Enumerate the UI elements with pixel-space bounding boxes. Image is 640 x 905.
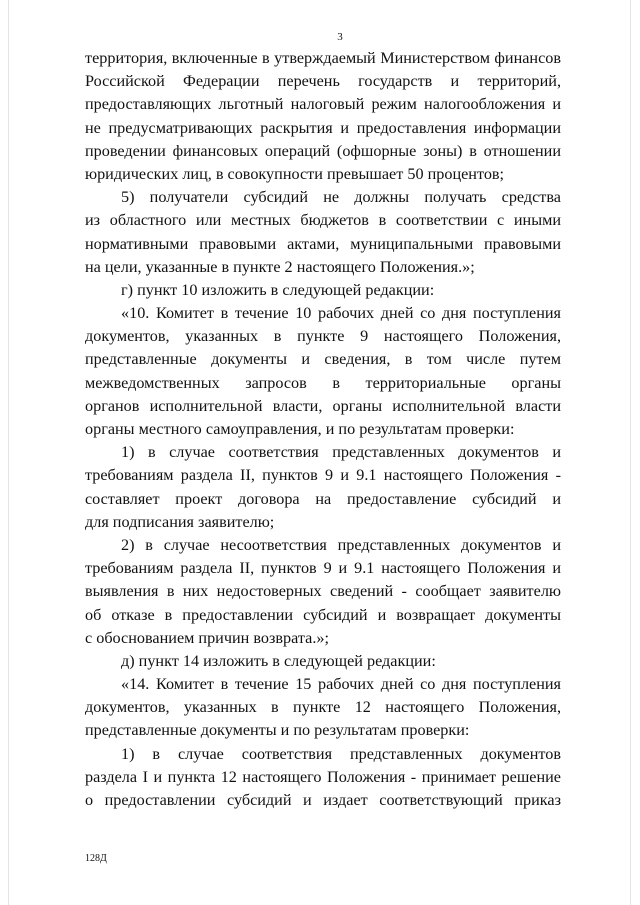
text-line: 1) в случае соответствия представленных документов и [121,443,561,462]
text-line: не предусматривающих раскрытия и предоставления информации [85,118,561,137]
footer-document-code: 128Д [85,853,107,864]
text-line: юридических лиц, в совокупности превышает 50 процентов; [85,164,505,183]
text-line: об отказе в предоставлении субсидий и возвращает документы [85,605,561,624]
text-line: 1) в случае соответствия представленных документов [121,744,561,763]
text-line: требованиям раздела II, пунктов 9 и 9.1 настоящего Положения и [85,559,561,578]
text-line: «14. Комитет в течение 15 рабочих дней со дня поступления [121,675,561,694]
document-body [85,47,561,812]
text-line: составляет проект договора на предоставление субсидий и [85,489,561,508]
text-line: представленные документы и сведения, в том числе путем [85,350,561,369]
page-number: 3 [337,31,343,43]
scan-edge-right [630,0,631,905]
text-line: нормативными правовыми актами, муниципальными правовыми [85,234,561,253]
text-line: о предоставлении субсидий и издает соответствующий приказ [85,791,561,809]
text-line: г) пункт 10 изложить в следующей редакции: [121,280,435,299]
text-line: органов исполнительной власти, органы исполнительной власти [85,396,561,415]
text-line: выявления в них недостоверных сведений - сообщает заявителю [85,582,561,601]
text-line: 5) получатели субсидий не должны получать средства [121,188,561,207]
text-line: документов, указанных в пункте 9 настоящего Положения, [85,327,561,346]
text-line: предоставляющих льготный налоговый режим налогообложения и [85,95,561,114]
text-line: органы местного самоуправления, и по результатам проверки: [85,420,515,438]
text-line: документов, указанных в пункте 12 настоящего Положения, [85,698,561,717]
scan-edge-left [8,0,9,905]
text-line: Российской Федерации перечень государств и территорий, [85,72,561,91]
text-line: проведении финансовых операций (офшорные зоны) в отношении [85,141,561,160]
text-line: с обоснованием причин возврата.»; [85,628,329,647]
text-line: для подписания заявителю; [85,512,275,531]
text-line: из областного или местных бюджетов в соответствии с иными [85,211,561,230]
text-line: на цели, указанные в пункте 2 настоящего Положения.»; [85,257,475,276]
text-line: «10. Комитет в течение 10 рабочих дней со дня поступления [121,304,561,323]
text-line: д) пункт 14 изложить в следующей редакции: [121,651,436,670]
text-line: требованиям раздела II, пунктов 9 и 9.1 настоящего Положения - [85,466,561,485]
text-line: раздела I и пункта 12 настоящего Положения - принимает решение [85,767,561,786]
text-line: 2) в случае несоответствия представленных документов и [121,535,561,554]
text-line: межведомственных запросов в территориальные органы [85,373,561,392]
text-line: территория, включенные в утверждаемый Министерством финансов [85,49,561,67]
text-line: представленные документы и по результатам проверки: [85,721,470,740]
